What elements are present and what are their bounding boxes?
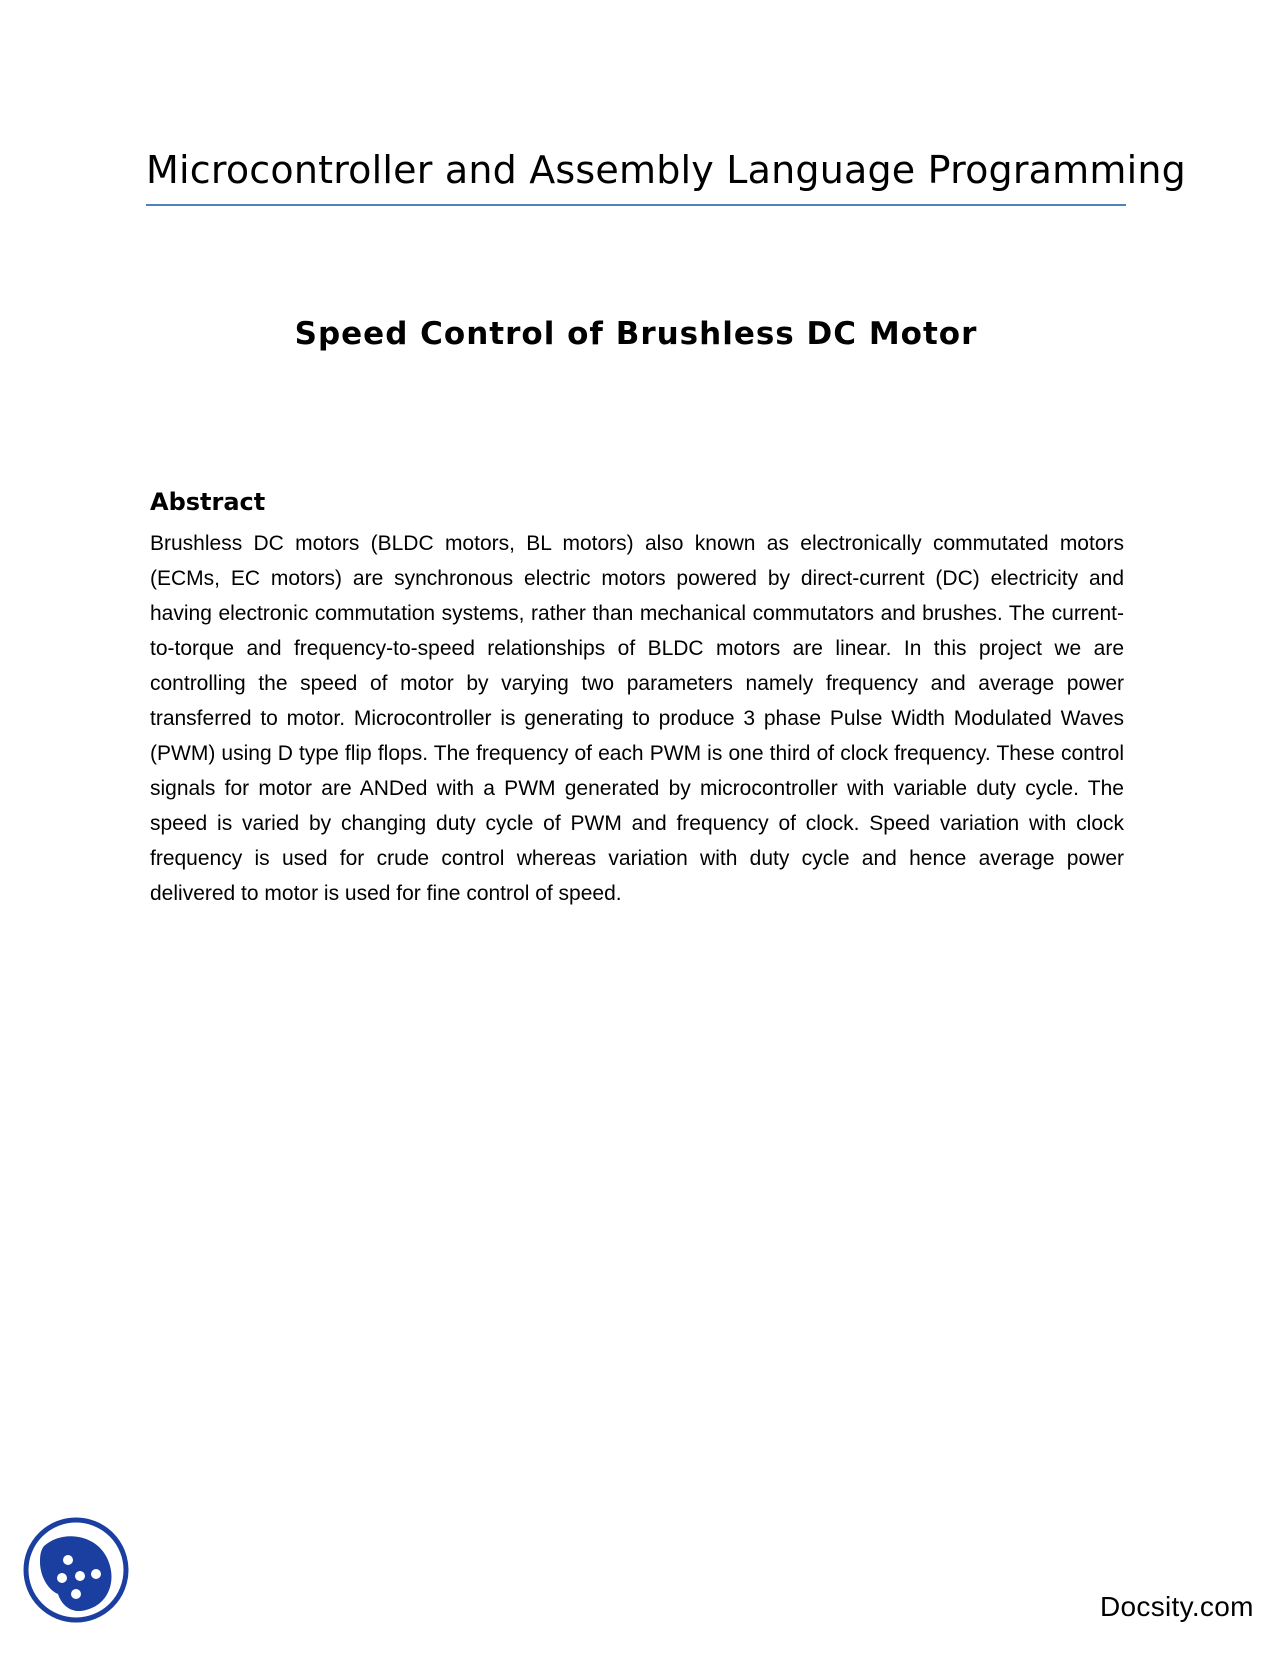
header-rule [146,204,1126,206]
page-header [146,148,1186,206]
docsity-logo-icon [22,1516,130,1624]
abstract-body: Brushless DC motors (BLDC motors, BL motors) also known as electronically commutated motors (ECMs, EC motors) are synchronous electric motors powered by direct-current (DC) electricity and having electronic commutation systems, rather than mechanical commutators and brushes. The current-to-torque and frequency-to-speed relationships of BLDC motors are linear. In this project we are controlling the speed of motor by varying two parameters namely frequency and average power transferred to motor. Microcontroller is generating to produce 3 phase Pulse Width Modulated Waves (PWM) using D type flip flops. The frequency of each PWM is one third of clock frequency. These control signals for motor are ANDed with a PWM generated by microcontroller with variable duty cycle. The speed is varied by changing duty cycle of PWM and frequency of clock. Speed variation with clock frequency is used for crude control whereas variation with duty cycle and hence average power delivered to motor is used for fine control of speed. [150,532,1124,905]
document-title: Speed Control of Brushless DC Motor [294,316,978,352]
abstract-heading: Abstract [150,488,266,516]
header-title: Microcontroller and Assembly Language Programming [146,148,1186,192]
footer-brand: Docsity.com [1100,1591,1254,1622]
